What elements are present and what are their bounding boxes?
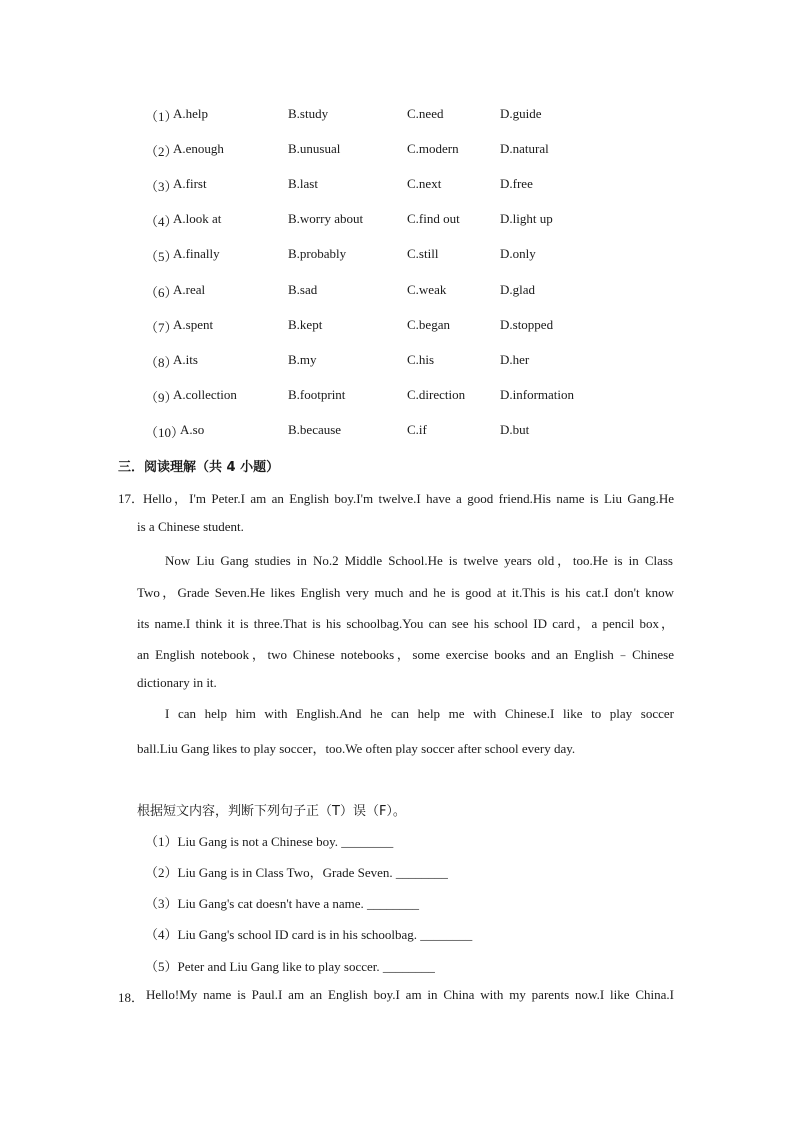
option-a: A.first bbox=[173, 176, 207, 191]
passage-line: Now Liu Gang studies in No.2 Middle School.He is twelve years old，too.He is in Class bbox=[165, 553, 673, 568]
section-title: 三．阅读理解（共 4 小题） bbox=[118, 460, 280, 475]
option-c: C.direction bbox=[407, 387, 466, 402]
option-d: D.natural bbox=[500, 141, 549, 156]
question-number: （5） bbox=[145, 249, 178, 264]
option-d: D.her bbox=[500, 352, 530, 367]
option-b: B.study bbox=[288, 106, 329, 121]
option-a: A.so bbox=[180, 422, 205, 437]
option-d: D.information bbox=[500, 387, 575, 402]
option-row bbox=[0, 352, 794, 372]
option-d: D.free bbox=[500, 176, 533, 191]
option-row bbox=[0, 387, 794, 407]
option-c: C.modern bbox=[407, 141, 459, 156]
question-number: （8） bbox=[145, 355, 178, 370]
option-a: A.finally bbox=[173, 246, 220, 261]
option-d: D.but bbox=[500, 422, 530, 437]
option-a: A.its bbox=[173, 352, 198, 367]
passage-line: an English notebook，two Chinese notebooks，some exercise books and an English﹣Chinese bbox=[137, 647, 674, 662]
option-b: B.last bbox=[288, 176, 318, 191]
option-c: C.still bbox=[407, 246, 439, 261]
statement: （5）Peter and Liu Gang like to play soccer. ________ bbox=[145, 959, 435, 974]
option-b: B.worry about bbox=[288, 211, 364, 226]
question-number: 18． bbox=[118, 990, 145, 1005]
option-row bbox=[0, 422, 794, 442]
option-d: D.stopped bbox=[500, 317, 554, 332]
option-d: D.guide bbox=[500, 106, 542, 121]
option-a: A.look at bbox=[173, 211, 222, 226]
question-number: （6） bbox=[145, 285, 178, 300]
option-c: C.find out bbox=[407, 211, 460, 226]
option-b: B.unusual bbox=[288, 141, 341, 156]
option-b: B.kept bbox=[288, 317, 323, 332]
option-b: B.my bbox=[288, 352, 317, 367]
question-number: （9） bbox=[145, 390, 178, 405]
option-a: A.collection bbox=[173, 387, 237, 402]
option-b: B.because bbox=[288, 422, 342, 437]
option-c: C.need bbox=[407, 106, 444, 121]
question-number: （7） bbox=[145, 320, 178, 335]
question-number: （2） bbox=[145, 144, 178, 159]
option-c: C.his bbox=[407, 352, 435, 367]
option-row bbox=[0, 176, 794, 196]
option-d: D.light up bbox=[500, 211, 553, 226]
option-d: D.glad bbox=[500, 282, 536, 297]
question-number: （1） bbox=[145, 109, 178, 124]
option-d: D.only bbox=[500, 246, 536, 261]
option-c: C.next bbox=[407, 176, 442, 191]
passage-line: Two，Grade Seven.He likes English very much and he is good at it.This is his cat.I don't know bbox=[137, 585, 674, 600]
option-b: B.footprint bbox=[288, 387, 346, 402]
option-c: C.weak bbox=[407, 282, 447, 297]
statement: （3）Liu Gang's cat doesn't have a name. ________ bbox=[145, 896, 420, 911]
option-row bbox=[0, 246, 794, 266]
statement: （4）Liu Gang's school ID card is in his schoolbag. ________ bbox=[145, 927, 473, 942]
option-a: A.real bbox=[173, 282, 206, 297]
passage-line: its name.I think it is three.That is his schoolbag.You can see his school ID card，a pencil box， bbox=[137, 616, 674, 631]
option-row bbox=[0, 282, 794, 302]
option-a: A.enough bbox=[173, 141, 224, 156]
option-b: B.sad bbox=[288, 282, 318, 297]
option-a: A.help bbox=[173, 106, 209, 121]
option-c: C.if bbox=[407, 422, 427, 437]
passage-line: dictionary in it. bbox=[137, 675, 217, 690]
question-number: 17． bbox=[118, 491, 145, 506]
option-row bbox=[0, 106, 794, 126]
option-row bbox=[0, 141, 794, 161]
passage-line: Hello!My name is Paul.I am an English boy.I am in China with my parents now.I like China.I bbox=[146, 987, 674, 1002]
passage-line: Hello，I'm Peter.I am an English boy.I'm twelve.I have a good friend.His name is Liu Gang.He bbox=[143, 491, 674, 506]
passage-line: I can help him with English.And he can help me with Chinese.I like to play soccer bbox=[165, 706, 674, 721]
option-c: C.began bbox=[407, 317, 450, 332]
statement: （1）Liu Gang is not a Chinese boy. ________ bbox=[145, 834, 394, 849]
passage-line: is a Chinese student. bbox=[137, 519, 244, 534]
option-row bbox=[0, 317, 794, 337]
statement: （2）Liu Gang is in Class Two，Grade Seven. ________ bbox=[145, 865, 448, 880]
question-number: （10） bbox=[145, 425, 185, 440]
question-number: （4） bbox=[145, 214, 178, 229]
question-number: （3） bbox=[145, 179, 178, 194]
option-b: B.probably bbox=[288, 246, 347, 261]
option-a: A.spent bbox=[173, 317, 214, 332]
option-row bbox=[0, 211, 794, 231]
instruction: 根据短文内容，判断下列句子正（T）误（F）。 bbox=[137, 804, 406, 819]
passage-line: ball.Liu Gang likes to play soccer，too.We often play soccer after school every day. bbox=[137, 741, 576, 756]
